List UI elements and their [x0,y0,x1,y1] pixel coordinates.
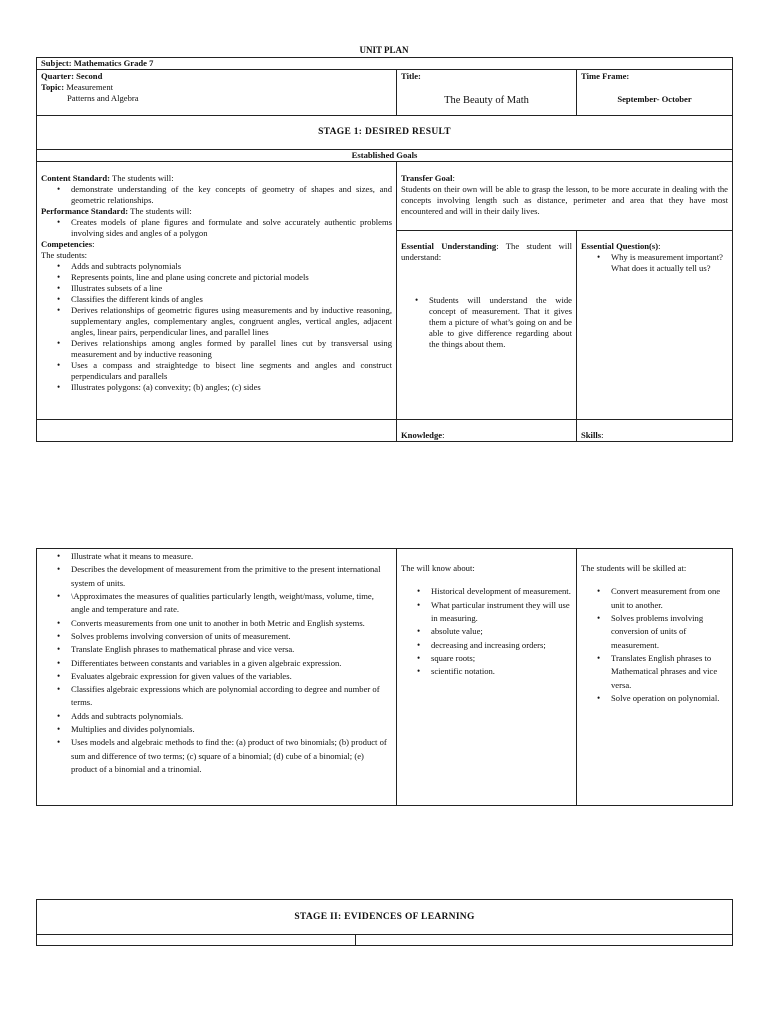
list-item: • What particular instrument they will use in measuring. [431,599,572,626]
list-item: • Derives relationships among angles formed by parallel lines cut by transversal using measurement and by inductive reasoning [71,338,392,360]
continued-competencies-list [41,550,392,776]
list-item: • Differentiates between constants and variables in a given algebraic expression. [71,657,392,670]
eu-label: Essential Understanding [401,241,497,251]
knowledge-header-cell: Knowledge: [396,419,577,442]
stage2-right-cell [355,934,733,946]
skills-label: Skills [581,430,602,440]
essential-understanding-cell [396,230,577,420]
list-item: • Classifies the different kinds of angles [71,294,392,305]
subject-value: Mathematics Grade 7 [73,58,154,68]
transfer-goal-text: Students on their own will be able to grasp the lesson, to be more accurate in dealing with the concepts involving length such as distance, perimeter and area that they have most encountered and will in their daily lives. [401,184,728,216]
skills-cell [576,548,733,806]
timeframe-cell [576,69,733,116]
knowledge-intro: The will know about: [401,563,475,573]
list-item: • Adds and subtracts polynomials [71,261,392,272]
continued-competencies-cell [36,548,397,806]
essential-questions-cell: Essential Question(s): • Why is measurement important? What does it actually tell us? [576,230,733,420]
list-item: • square roots; [431,652,572,665]
topic-value-1: Measurement [66,82,114,92]
list-item: • Describes the development of measurement from the primitive to the present international system of units. [71,563,392,590]
list-item: • Historical development of measurement. [431,585,572,598]
list-item: • Students will understand the wide concept of measurement. That it gives them a picture of what’s going on and be able to give difference regarding about the things about them. [429,295,572,350]
title-cell [396,69,577,116]
list-item: • scientific notation. [431,665,572,678]
list-item: • Derives relationships of geometric figures using measurements and by inductive reasoning, supplementary angles, complementary angles, congruent angles, vertical angles, adjacent angles, linear pairs, perpendicular lines, and parallel lines [71,305,392,338]
unit-title: The Beauty of Math [444,95,529,106]
list-item: • Classifies algebraic expressions which are polynomial according to degree and number of terms. [71,683,392,710]
competencies-list [41,261,392,393]
list-item: • Creates models of plane figures and formulate and solve accurately authentic problems involving sides and angles of a polygon [71,217,392,239]
transfer-goal-cell: Transfer Goal: Students on their own will be able to grasp the lesson, to be more accurate in dealing with the concepts involving length such as distance, perimeter and area that they have most encountered and will in their daily lives. [396,161,733,231]
list-item: • demonstrate understanding of the key concepts of geometry of shapes and sizes, and geometric relationships. [71,184,392,206]
list-item: • Uses models and algebraic methods to find the: (a) product of two binomials; (b) product of sum and difference of two terms; (c) square of a binomial; (d) cube of a binomial; (e) product of a binomial and a trinomial. [71,736,392,776]
quarter-value: Second [76,71,103,81]
list-item: • Evaluates algebraic expression for given values of the variables. [71,670,392,683]
list-item: • Uses a compass and straightedge to bisect line segments and angles and construct perpendiculars and parallels [71,360,392,382]
list-item: • Translates English phrases to Mathematical phrases and vice versa. [611,652,728,692]
quarter-label: Quarter: [41,71,74,81]
performance-standard-text: The students will: [128,206,192,216]
performance-standard-label: Performance Standard: [41,206,129,216]
knowledge-list [401,585,572,678]
topic-value-2: Patterns and Algebra [67,93,139,103]
subject-label: Subject: [41,58,72,68]
list-item: • Solves problems involving conversion of units of measurement. [71,630,392,643]
goals-left-cell: Content Standard: The students will: • demonstrate understanding of the key concepts of geometry of shapes and sizes, and geometric relationships. Performance Standard: The students will: • Creates models of plane figures and formulate and solve accurately authentic problems involving sides and angles of a polygon Competencies: The students: • Adds and subtracts polynomials • Represents points, line and plane using concrete and pictorial models • Illustrates subsets of a line • Classifies the different kinds of angles • Derives relationships of geometric figures using measurements and by inductive reasoning, supplementary angles, complementary angles, congruent angles, vertical angles, adjacent angles, linear pairs, perpendicular lines, and parallel lines • Derives relationships among angles formed by parallel lines cut by transversal using measurement and by inductive reasoning • Uses a compass and straightedge to bisect line segments and angles and construct perpendiculars and parallels • Illustrates polygons: (a) convexity; (b) angles; (c) sides [36,161,397,420]
competencies-label: Competencies [41,239,93,249]
skills-list [581,585,728,705]
list-item: • Multiplies and divides polynomials. [71,723,392,736]
list-item: • Illustrates subsets of a line [71,283,392,294]
list-item: • decreasing and increasing orders; [431,639,572,652]
list-item: • Represents points, line and plane using concrete and pictorial models [71,272,392,283]
title-label: Title: [401,71,421,81]
quarter-topic-cell [36,69,397,116]
empty-left-cell [36,419,397,442]
competencies-text: The students: [41,250,88,260]
list-item: • Solves problems involving conversion of units of measurement. [611,612,728,652]
knowledge-label: Knowledge [401,430,443,440]
list-item: • Illustrate what it means to measure. [71,550,392,563]
content-standard-text: The students will: [110,173,174,183]
skills-intro: The students will be skilled at: [581,563,687,573]
content-standard-label: Content Standard: [41,173,110,183]
list-item: • Solve operation on polynomial. [611,692,728,705]
skills-header-cell: Skills: [576,419,733,442]
list-item: • Converts measurements from one unit to another in both Metric and English systems. [71,617,392,630]
list-item: • Convert measurement from one unit to another. [611,585,728,612]
timeframe-value: September- October [617,94,692,104]
transfer-goal-label: Transfer Goal [401,173,453,183]
established-goals-heading: Established Goals [36,149,733,162]
eu-text: : The student will understand: [401,241,572,262]
eq-label: Essential Question(s) [581,241,659,251]
eu-list [401,295,572,350]
timeframe-label: Time Frame: [581,71,630,81]
list-item: • absolute value; [431,625,572,638]
eq-list [581,252,728,274]
content-standard-list [41,184,392,206]
list-item: • Translate English phrases to mathematical phrase and vice versa. [71,643,392,656]
knowledge-cell [396,548,577,806]
stage2-heading: STAGE II: EVIDENCES OF LEARNING [36,899,733,935]
list-item: • Why is measurement important? What does it actually tell us? [611,252,728,274]
stage2-left-cell [36,934,356,946]
stage1-heading: STAGE 1: DESIRED RESULT [36,115,733,150]
list-item: • Adds and subtracts polynomials. [71,710,392,723]
list-item: • Illustrates polygons: (a) convexity; (b) angles; (c) sides [71,382,392,393]
document-title: UNIT PLAN [359,45,409,55]
performance-standard-list [41,217,392,239]
list-item: • \Approximates the measures of qualities particularly length, weight/mass, volume, time, angle and temperature and rate. [71,590,392,617]
topic-label: Topic: [41,82,65,92]
